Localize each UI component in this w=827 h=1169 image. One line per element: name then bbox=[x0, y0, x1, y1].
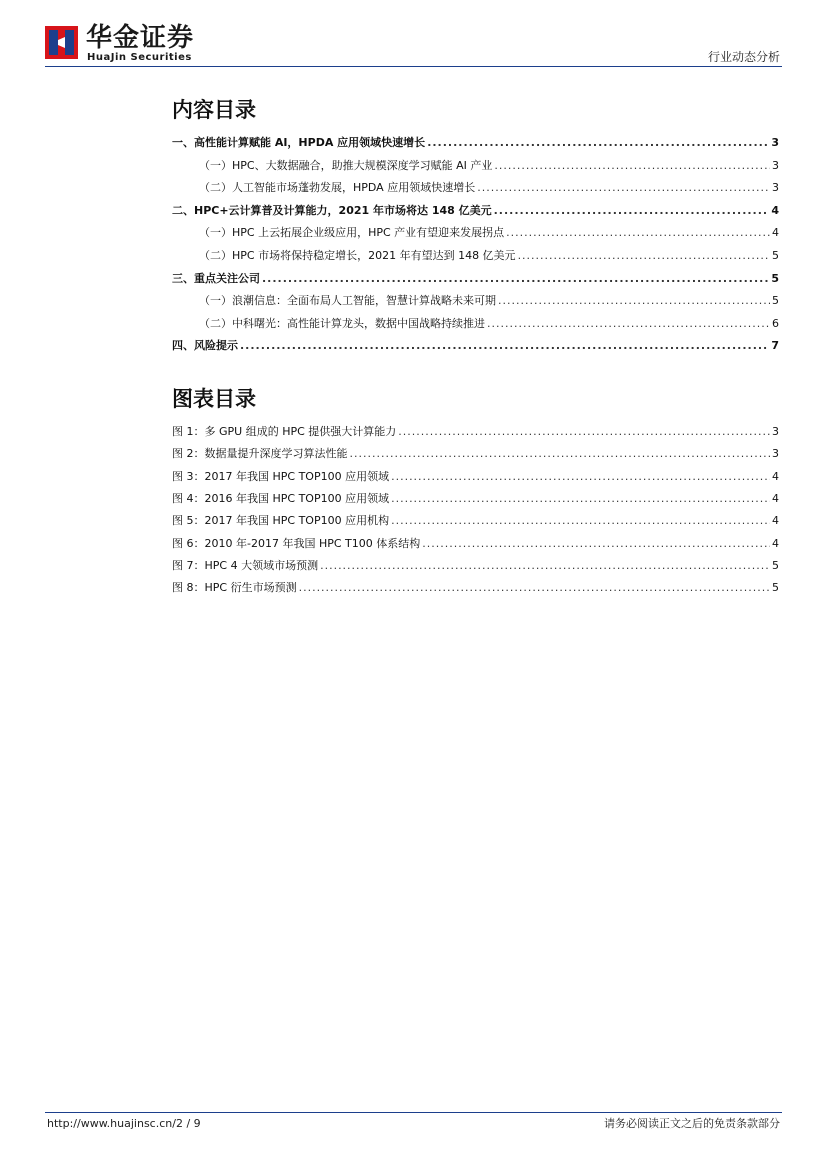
toc-leader-dots bbox=[391, 514, 770, 528]
toc-entry-text: 图 5：2017 年我国 HPC TOP100 应用机构 bbox=[172, 514, 390, 528]
toc-entry-text: 图 8：HPC 衍生市场预测 bbox=[172, 581, 297, 595]
figure-toc-entry[interactable] bbox=[172, 468, 779, 484]
toc-entry[interactable] bbox=[172, 179, 779, 195]
toc-page-number: 5 bbox=[771, 271, 779, 285]
toc-entry-text: 图 1：多 GPU 组成的 HPC 提供强大计算能力 bbox=[172, 425, 397, 438]
logo-english-name: HuaJin Securities bbox=[87, 52, 192, 63]
footer-divider bbox=[45, 1112, 782, 1113]
toc-page-number: 4 bbox=[772, 491, 779, 505]
footer-disclaimer: 请务必阅读正文之后的免责条款部分 bbox=[604, 1117, 780, 1130]
toc-entry[interactable] bbox=[172, 134, 779, 150]
header-divider bbox=[45, 66, 782, 67]
toc-entry[interactable] bbox=[172, 315, 779, 331]
page-header bbox=[0, 0, 827, 70]
toc-page-number: 3 bbox=[771, 136, 779, 149]
toc-entry-text: 图 6：2010 年-2017 年我国 HPC T100 体系结构 bbox=[172, 536, 421, 550]
toc-leader-dots bbox=[494, 204, 770, 218]
toc-entry[interactable] bbox=[172, 270, 779, 286]
toc-leader-dots bbox=[427, 136, 769, 150]
toc-entry-text: 二、HPC+云计算普及计算能力，2021 年市场将达 148 亿美元 bbox=[172, 203, 492, 217]
toc-leader-dots bbox=[350, 447, 771, 461]
toc-entry-text: 四、风险提示 bbox=[172, 339, 238, 353]
toc-entry[interactable] bbox=[172, 157, 779, 173]
toc-leader-dots bbox=[262, 272, 769, 286]
logo-chinese-name: 华金证券 bbox=[86, 23, 195, 53]
contents-title: 内容目录 bbox=[172, 98, 256, 122]
toc-entry[interactable] bbox=[172, 292, 779, 308]
toc-entry-text: 图 4：2016 年我国 HPC TOP100 应用领域 bbox=[172, 491, 390, 505]
toc-leader-dots bbox=[240, 339, 769, 353]
toc-entry-text: （一）HPC 上云拓展企业级应用，HPC 产业有望迎来发展拐点 bbox=[199, 226, 505, 240]
figure-toc-entry[interactable] bbox=[172, 579, 779, 595]
toc-leader-dots bbox=[391, 470, 770, 484]
toc-page-number: 4 bbox=[771, 203, 779, 217]
toc-entry-text: （二）人工智能市场蓬勃发展，HPDA 应用领域快速增长 bbox=[199, 181, 476, 195]
figure-toc-entry[interactable] bbox=[172, 557, 779, 573]
toc-entry-text: （一）浪潮信息：全面布局人工智能，智慧计算战略未来可期 bbox=[199, 294, 496, 308]
toc-leader-dots bbox=[391, 492, 770, 506]
toc-leader-dots bbox=[506, 226, 770, 240]
huajin-logo-icon bbox=[45, 26, 78, 59]
toc-page-number: 4 bbox=[772, 536, 779, 550]
footer-url-page[interactable]: http://www.huajinsc.cn/2 / 9 bbox=[47, 1117, 201, 1130]
toc-entry[interactable] bbox=[172, 224, 779, 240]
toc-page-number: 4 bbox=[772, 514, 779, 528]
figures-title: 图表目录 bbox=[172, 387, 256, 411]
document-type: 行业动态分析 bbox=[707, 50, 780, 64]
toc-leader-dots bbox=[518, 249, 770, 263]
toc-entry[interactable] bbox=[172, 202, 779, 218]
toc-leader-dots bbox=[299, 581, 770, 595]
figure-toc-entry[interactable] bbox=[172, 512, 779, 528]
toc-page-number: 6 bbox=[772, 316, 779, 330]
toc-entry-text: 图 3：2017 年我国 HPC TOP100 应用领域 bbox=[172, 469, 390, 483]
toc-entry[interactable] bbox=[172, 337, 779, 353]
toc-page-number: 3 bbox=[772, 181, 779, 195]
toc-entry-text: 一、高性能计算赋能 AI，HPDA 应用领域快速增长 bbox=[172, 136, 426, 149]
toc-leader-dots bbox=[498, 294, 770, 308]
toc-page-number: 7 bbox=[771, 339, 779, 353]
figure-toc-entry[interactable] bbox=[172, 535, 779, 551]
toc-page-number: 5 bbox=[772, 249, 779, 262]
toc-page-number: 5 bbox=[772, 294, 779, 308]
toc-leader-dots bbox=[487, 317, 770, 331]
toc-leader-dots bbox=[320, 559, 770, 573]
toc-entry-text: 图 7：HPC 4 大领域市场预测 bbox=[172, 558, 319, 572]
toc-page-number: 3 bbox=[772, 447, 779, 461]
toc-page-number: 3 bbox=[772, 158, 779, 172]
toc-leader-dots bbox=[422, 537, 770, 551]
toc-entry-text: 图 2：数据量提升深度学习算法性能 bbox=[172, 447, 348, 461]
figure-toc-entry[interactable] bbox=[172, 445, 779, 461]
toc-entry-text: 三、重点关注公司 bbox=[172, 271, 260, 285]
toc-entry-text: （二）中科曙光：高性能计算龙头，数据中国战略持续推进 bbox=[199, 316, 485, 330]
toc-leader-dots bbox=[398, 425, 770, 439]
toc-page-number: 3 bbox=[772, 425, 779, 438]
toc-entry[interactable] bbox=[172, 247, 779, 263]
toc-entry-text: （二）HPC 市场将保持稳定增长，2021 年有望达到 148 亿美元 bbox=[199, 249, 516, 262]
toc-page-number: 5 bbox=[772, 558, 779, 572]
toc-page-number: 4 bbox=[772, 469, 779, 483]
toc-page-number: 5 bbox=[772, 581, 779, 595]
toc-page-number: 4 bbox=[772, 226, 779, 240]
toc-entry-text: （一）HPC、大数据融合，助推大规模深度学习赋能 AI 产业 bbox=[199, 158, 493, 172]
figure-toc-entry[interactable] bbox=[172, 490, 779, 506]
toc-leader-dots bbox=[494, 159, 770, 173]
figure-toc-entry[interactable] bbox=[172, 423, 779, 439]
toc-leader-dots bbox=[477, 181, 770, 195]
